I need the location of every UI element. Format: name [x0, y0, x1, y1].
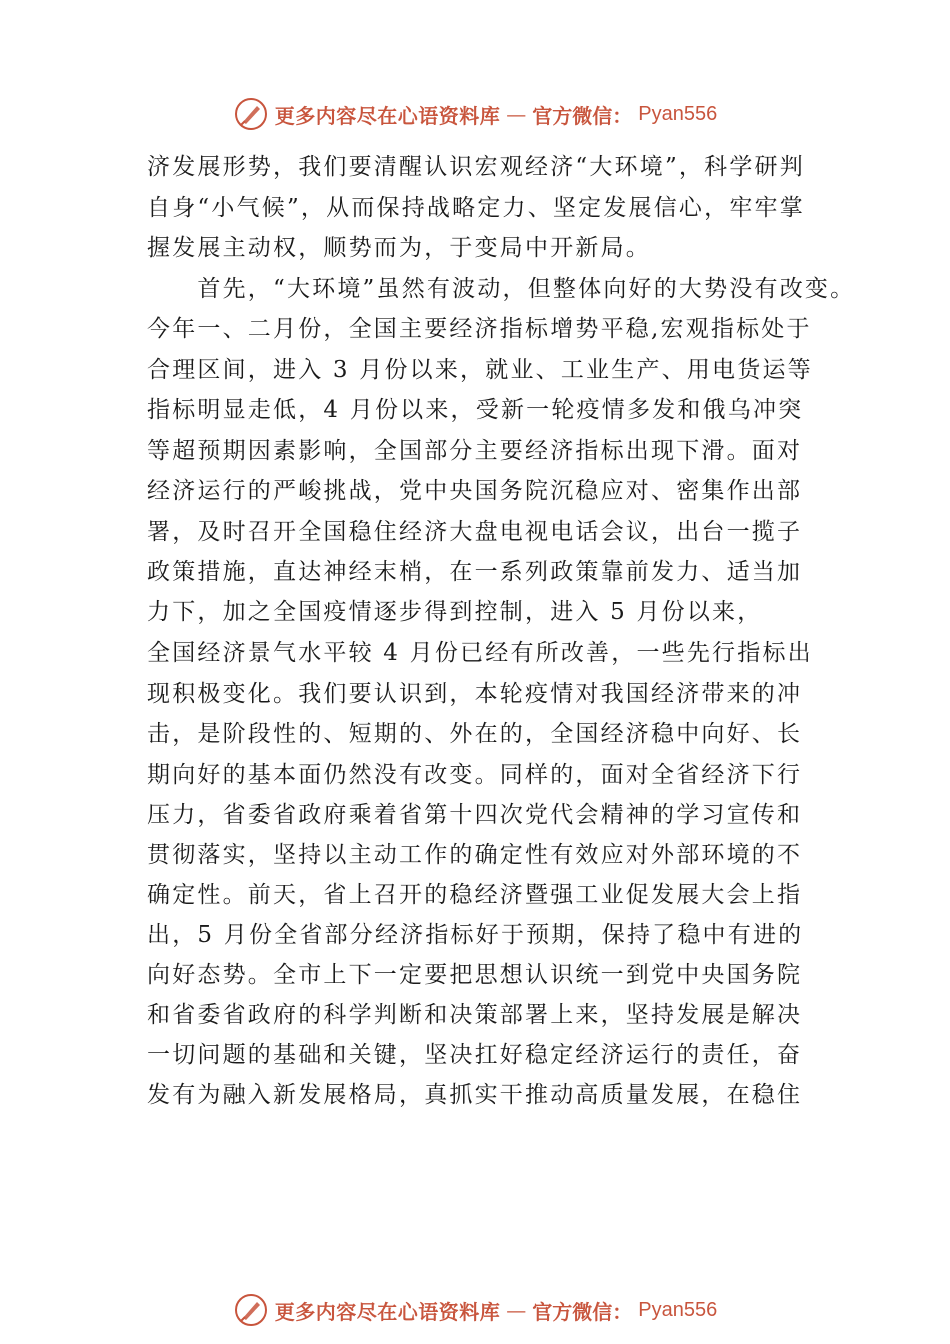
wechat-label: 官方微信：	[532, 1299, 633, 1324]
quill-pen-icon	[233, 1292, 269, 1328]
wechat-handle: Pyan556	[638, 1298, 718, 1321]
body-line: 击，是阶段性的、短期的、外在的，全国经济稳中向好、长	[147, 721, 803, 747]
body-line: 今年一、二月份，全国主要经济指标增势平稳,宏观指标处于	[147, 316, 812, 342]
body-line: 力下，加之全国疫情逐步得到控制，进入 5 月份以来，	[147, 599, 763, 625]
body-line: 政策措施，直达神经末梢，在一系列政策靠前发力、适当加	[147, 559, 803, 585]
body-line: 确定性。前天，省上召开的稳经济暨强工业促发展大会上指	[147, 882, 803, 908]
body-line: 一切问题的基础和关键，坚决扛好稳定经济运行的责任，奋	[147, 1042, 803, 1068]
body-line: 自身“小气候”，从而保持战略定力、坚定发展信心，牢牢掌	[147, 195, 805, 221]
banner-dash: —	[506, 1298, 527, 1322]
body-line: 经济运行的严峻挑战，党中央国务院沉稳应对、密集作出部	[147, 478, 803, 504]
body-line: 贯彻落实，坚持以主动工作的确定性有效应对外部环境的不	[147, 842, 803, 868]
body-line: 济发展形势，我们要清醒认识宏观经济“大环境”，科学研判	[147, 154, 805, 180]
body-line: 握发展主动权，顺势而为，于变局中开新局。	[147, 235, 651, 261]
brand-text: 更多内容尽在心语资料库	[274, 103, 501, 128]
body-line: 出，5 月份全省部分经济指标好于预期，保持了稳中有进的	[147, 922, 804, 948]
body-line: 全国经济景气水平较 4 月份已经有所改善，一些先行指标出	[147, 640, 813, 666]
body-line: 向好态势。全市上下一定要把思想认识统一到党中央国务院	[147, 962, 803, 988]
body-line: 署，及时召开全国稳住经济大盘电视电话会议，出台一揽子	[147, 519, 803, 545]
body-line: 压力，省委省政府乘着省第十四次党代会精神的学习宣传和	[147, 802, 803, 828]
body-line: 发有为融入新发展格局，真抓实干推动高质量发展，在稳住	[147, 1082, 803, 1108]
body-line: 合理区间，进入 3 月份以来，就业、工业生产、用电货运等	[147, 357, 813, 383]
footer-watermark	[0, 1288, 950, 1332]
quill-pen-icon	[233, 96, 269, 132]
body-line: 首先，“大环境”虽然有波动，但整体向好的大势没有改变。	[147, 276, 856, 302]
wechat-label: 官方微信：	[532, 103, 633, 128]
body-line: 现积极变化。我们要认识到，本轮疫情对我国经济带来的冲	[147, 681, 803, 707]
brand-text: 更多内容尽在心语资料库	[274, 1299, 501, 1324]
wechat-handle: Pyan556	[638, 102, 718, 125]
banner-dash: —	[506, 102, 527, 126]
header-watermark	[0, 92, 950, 136]
body-line: 期向好的基本面仍然没有改变。同样的，面对全省经济下行	[147, 762, 803, 788]
body-line: 和省委省政府的科学判断和决策部署上来，坚持发展是解决	[147, 1002, 803, 1028]
body-line: 等超预期因素影响，全国部分主要经济指标出现下滑。面对	[147, 438, 803, 464]
body-line: 指标明显走低，4 月份以来，受新一轮疫情多发和俄乌冲突	[147, 397, 804, 423]
